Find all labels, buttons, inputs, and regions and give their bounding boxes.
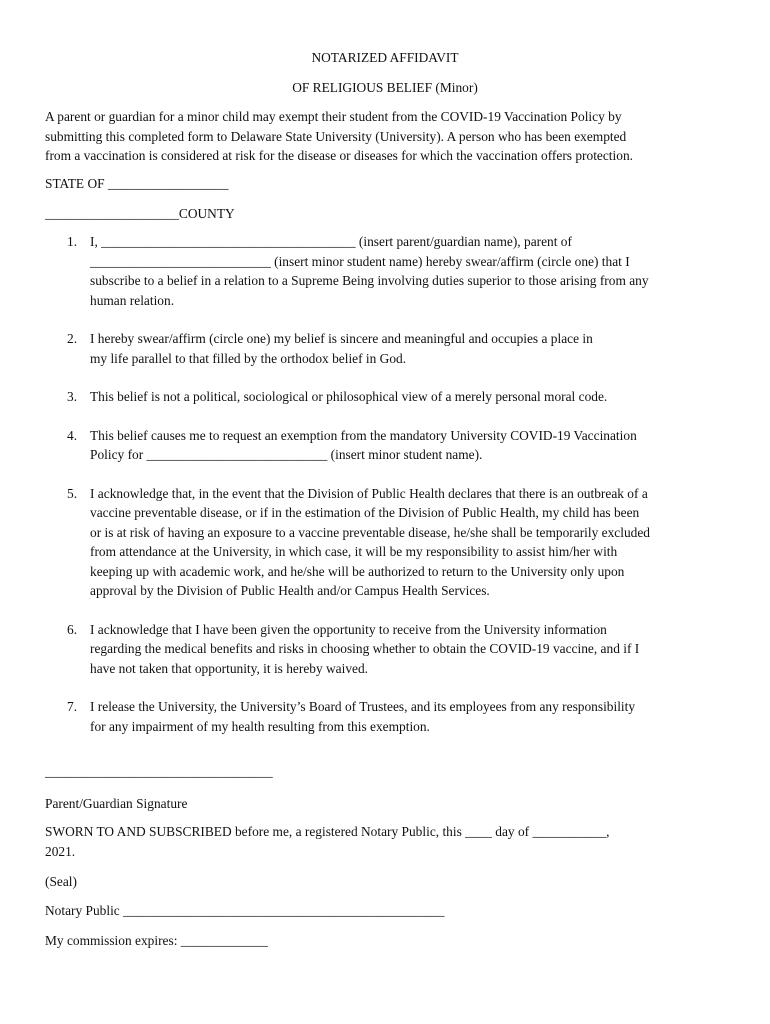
item-line[interactable]: Policy for ___________________________ (insert minor student name). [90,447,483,462]
list-item [45,329,735,368]
commission-expires-field[interactable]: My commission expires: _____________ [45,933,268,948]
item-line: from attendance at the University, in which case, it will be my responsibility to assist him/her with [90,544,618,559]
item-line[interactable]: ___________________________ (insert minor student name) hereby swear/affirm (circle one) that I [90,253,630,269]
document-subtitle: OF RELIGIOUS BELIEF (Minor) [292,80,478,95]
intro-line: from a vaccination is considered at risk for the disease or diseases for which the vaccination offers protection. [45,148,633,163]
sworn-statement [45,822,735,861]
item-line: I release the University, the University’s Board of Trustees, and its employees from any responsibility [90,699,636,714]
item-line: I acknowledge that I have been given the opportunity to receive from the University information [90,621,607,637]
intro-line: submitting this completed form to Delaware State University (University). A person who has been exempted [45,128,627,144]
item-line[interactable]: I, ______________________________________ (insert parent/guardian name), parent of [90,234,572,249]
list-item [45,620,735,679]
seal-label: (Seal) [45,874,77,889]
list-item [45,484,735,601]
county-field[interactable]: ____________________COUNTY [45,206,235,221]
item-number: 7. [67,699,78,714]
item-line: I acknowledge that, in the event that the Division of Public Health declares that there is an outbreak of a [90,485,648,501]
item-number: 2. [67,331,78,346]
document-title: NOTARIZED AFFIDAVIT [311,50,459,65]
item-line: regarding the medical benefits and risks in choosing whether to obtain the COVID-19 vaccine, and if I [90,641,640,656]
item-line: I hereby swear/affirm (circle one) my belief is sincere and meaningful and occupies a place in [90,331,593,346]
parent-signature-label: Parent/Guardian Signature [45,796,188,811]
list-item [45,697,735,736]
item-line: This belief is not a political, sociological or philosophical view of a merely personal moral code. [90,389,608,404]
sworn-line: 2021. [45,843,76,859]
item-line: keeping up with academic work, and he/she will be authorized to return to the University only upon [90,563,625,579]
list-item [45,387,735,407]
item-line: or is at risk of having an exposure to a vaccine preventable disease, he/she shall be temporarily excluded [90,524,650,540]
parent-signature-line[interactable]: __________________________________ [45,764,273,779]
item-line: have not taken that opportunity, it is hereby waived. [90,660,369,676]
item-number: 6. [67,621,78,637]
list-item [45,426,735,465]
item-line: approval by the Division of Public Health and/or Campus Health Services. [90,583,490,598]
sworn-line[interactable]: SWORN TO AND SUBSCRIBED before me, a registered Notary Public, this ____ day of ___________, [45,824,610,839]
item-line: for any impairment of my health resulting from this exemption. [90,718,430,734]
item-line: my life parallel to that filled by the orthodox belief in God. [90,350,407,366]
item-number: 1. [67,234,78,249]
item-number: 3. [67,389,78,404]
item-number: 5. [67,485,78,501]
item-line: vaccine preventable disease, or if in the estimation of the Division of Public Health, my child has been [90,505,640,520]
state-field[interactable]: STATE OF __________________ [45,176,229,191]
item-number: 4. [67,427,78,443]
affidavit-items [45,232,735,736]
item-line: subscribe to a belief in a relation to a Supreme Being involving duties superior to those arising from any [90,273,649,288]
list-item [45,232,735,310]
intro-line: A parent or guardian for a minor child may exempt their student from the COVID-19 Vaccination Policy by [45,109,622,124]
item-line: This belief causes me to request an exemption from the mandatory University COVID-19 Vaccination [90,427,637,443]
notary-public-field[interactable]: Notary Public ________________________________________________ [45,903,445,918]
intro-paragraph [45,107,735,166]
item-line: human relation. [90,292,175,308]
